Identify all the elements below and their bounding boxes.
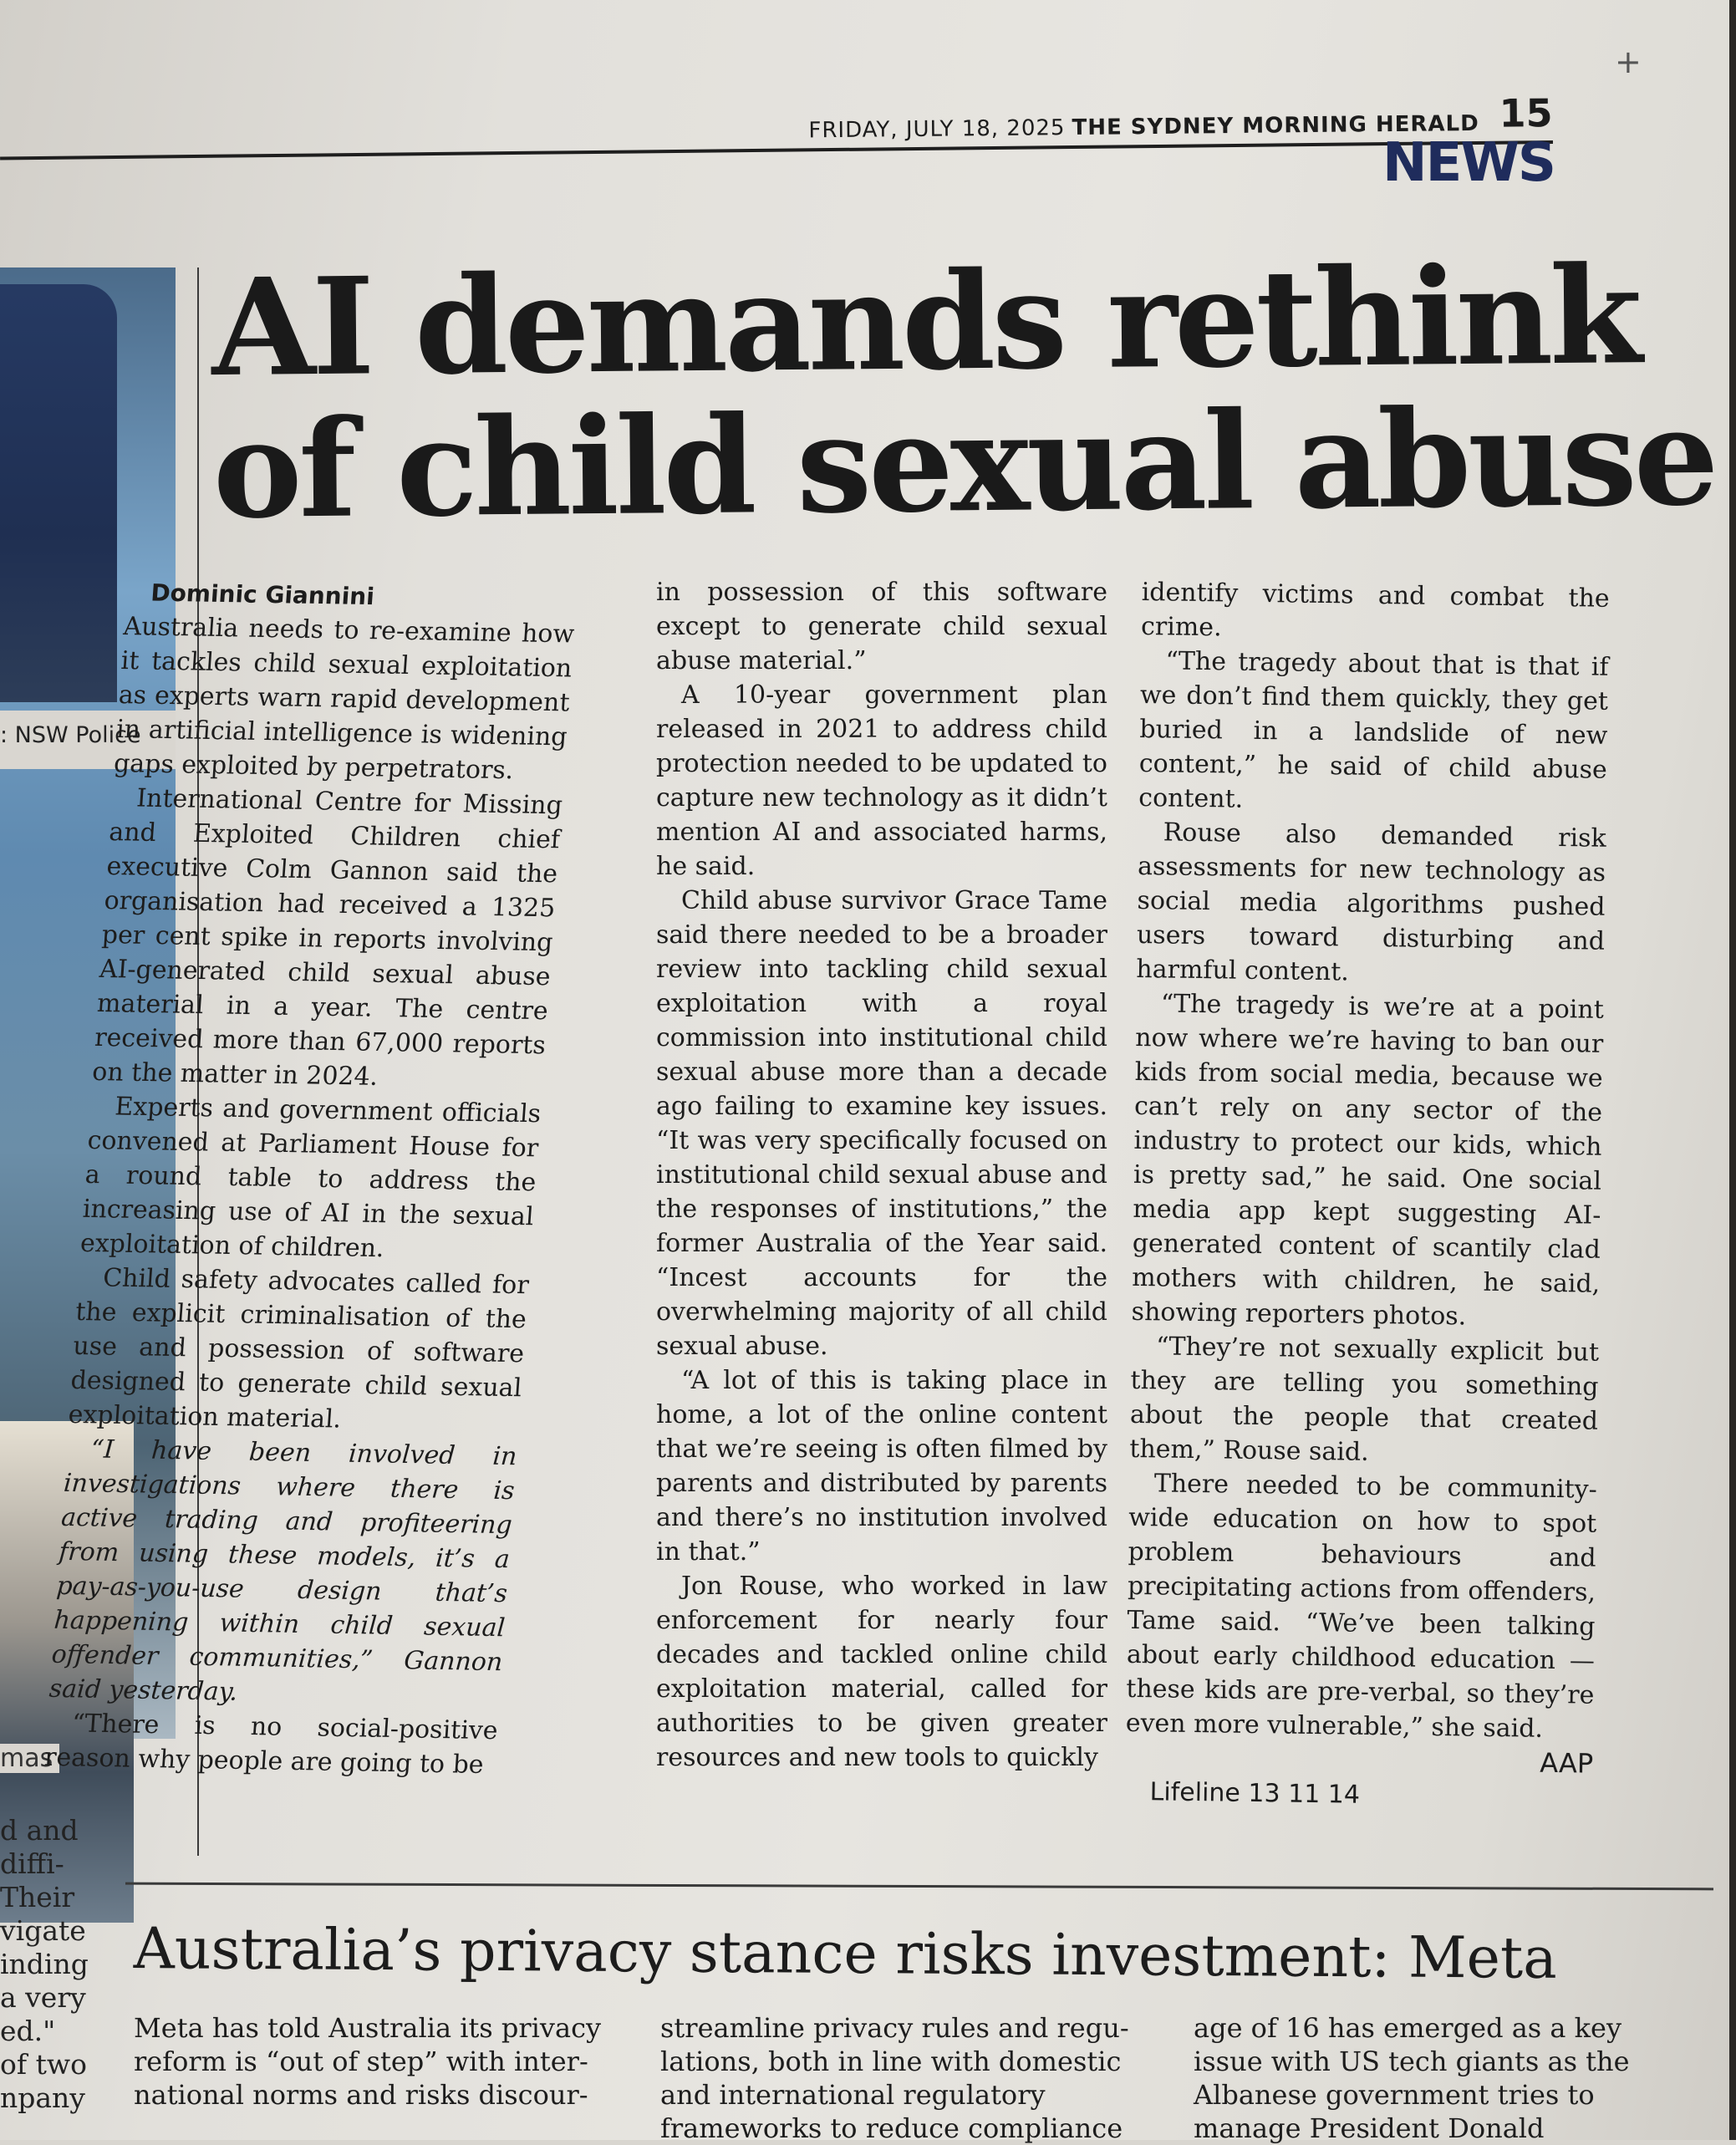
text-line: streamline privacy rules and regu-	[660, 2012, 1129, 2044]
police-officer-figure	[0, 284, 117, 702]
paragraph: “The tragedy about that is that if we don’t find them quickly, they get buried in a landslide of new content,” he said of child abuse content.	[1138, 646, 1609, 814]
fragment-line: inding	[0, 1948, 89, 1980]
photo-caption-fragment: mas	[0, 1744, 59, 1773]
fragment-line: vigate	[0, 1914, 86, 1947]
section-label: NEWS	[1382, 132, 1555, 194]
article-headline	[211, 237, 1717, 549]
byline: Dominic Giannini	[150, 578, 376, 611]
article-column-1	[43, 575, 578, 1782]
text-line: and international regulatory	[660, 2079, 1046, 2111]
article-column-3	[1124, 575, 1610, 1816]
text-line: age of 16 has emerged as a key	[1194, 2012, 1622, 2044]
closing-paragraph	[1126, 1466, 1598, 1747]
page-edge-shadow	[1729, 0, 1736, 2140]
text-line: Meta has told Australia its privacy	[134, 2012, 602, 2044]
fragment-line: a very	[0, 1981, 86, 2014]
paragraph: Child safety advocates called for the explicit criminalisation of the use and possession of software designed to generate child sexual exploitation material.	[67, 1263, 530, 1434]
paragraph: Child abuse survivor Grace Tame said there needed to be a broader review into tackling child sexual exploitation with a royal commission into institutional child sexual abuse more than a decade ago failing to examine key issues. “It was very specifically focused on institutional child sexual abuse and the responses of institutions,” the former Australia of the Year said. “Incest accounts for the overwhelming majority of all child sexual abuse.	[656, 886, 1107, 1361]
text-line: Albanese government tries to	[1194, 2079, 1595, 2111]
story-divider	[125, 1883, 1713, 1891]
second-story-column-2	[660, 2011, 1145, 2145]
paragraph: Rouse also demanded risk assessments for new technology as social media algorithms pushed users toward disturbing and harmful content.	[1136, 818, 1606, 987]
text-line: manage President Donald	[1194, 2112, 1545, 2144]
wire-credit: AAP	[1539, 1746, 1594, 1780]
adjacent-story-fragment	[0, 1814, 92, 2115]
text-line: issue with US tech giants as the	[1194, 2046, 1630, 2077]
fragment-line: ed."	[0, 2015, 56, 2047]
text-line: lations, both in line with domestic	[660, 2046, 1122, 2077]
paragraph: A 10-year government plan released in 2021 to address child protection needed to be updated to capture new technology as it didn’t mention AI and associated harms, he said.	[656, 680, 1107, 881]
page-number: 15	[1499, 90, 1553, 136]
headline-line-2: of child sexual abuse	[211, 378, 1717, 549]
paragraph: International Centre for Missing and Exploited Children chief executive Colm Gannon said the organisation had received a 1325 per cent spike in reports involving AI-generated child sexual abuse material in a year. The centre received more than 67,000 reports on the matter in 2024.	[91, 783, 564, 1092]
fragment-line: diffi-	[0, 1847, 64, 1880]
second-story-headline: Australia’s privacy stance risks investment: Meta	[133, 1916, 1558, 1992]
paragraph: “A lot of this is taking place in home, a lot of the online content that we’re seeing is often filmed by parents and distributed by parents and there’s no institution involved in that.”	[656, 1366, 1107, 1567]
paragraph: Jon Rouse, who worked in law enforcement for nearly four decades and tackled online child exploitation material, called for authorities to be given greater resources and new tools to quickly	[656, 1572, 1107, 1772]
article-column-2	[656, 575, 1107, 1775]
text-line: reform is “out of step” with inter-	[134, 2046, 588, 2077]
fragment-line: Their	[0, 1881, 75, 1913]
headline-line-1: AI demands rethink	[211, 237, 1640, 407]
fragment-line: npany	[0, 2081, 85, 2114]
paragraph: Australia needs to re-examine how it tackles child sexual exploitation as experts warn rapid development in artificial intelligence is widening gaps exploited by perpetrators.	[113, 611, 576, 786]
paragraph: “The tragedy is we’re at a point now where we’re having to ban our kids from social media, because we can’t rely on any sector of the industry to protect our kids, which is pretty sad,” he said. One social media app kept suggesting AI-generated content of scantily clad mothers with children, he said, showing reporters photos.	[1131, 989, 1605, 1332]
masthead	[0, 90, 1553, 160]
paragraph: identify victims and combat the crime.	[1140, 577, 1610, 643]
registration-mark: +	[1615, 43, 1642, 80]
paragraph: in possession of this software except to generate child sexual abuse material.”	[656, 578, 1107, 675]
lifeline-note: Lifeline 13 11 14	[1149, 1777, 1361, 1810]
text-line: frameworks to reduce compliance	[660, 2112, 1123, 2144]
photo-credit: : NSW Police	[0, 722, 141, 748]
paragraph: There needed to be community-wide education on how to spot problem behaviours and precipitating actions from offenders, Tame said. “We’ve been talking about early childhood education — these kids are pre-verbal, so they’re even more vulnerable,” she said.	[1125, 1469, 1598, 1744]
paragraph: “I have been involved in investigations where there is active trading and profiteering from using these models, it’s a pay-as-you-use design that’s happening within child sexual offender communities,” Gannon said yesterday.	[48, 1434, 518, 1707]
fragment-line: of two	[0, 2048, 87, 2081]
text-line: national norms and risks discour-	[134, 2079, 588, 2111]
masthead-date: FRIDAY, JULY 18, 2025	[808, 115, 1066, 144]
fragment-line: d and	[0, 1814, 79, 1847]
second-story-column-1	[134, 2011, 619, 2112]
paragraph: Experts and government officials convened at Parliament House for a round table to address the increasing use of AI in the sexual exploitation of children.	[79, 1092, 542, 1264]
masthead-publication: THE SYDNEY MORNING HERALD	[1072, 110, 1479, 141]
paragraph: “They’re not sexually explicit but they are telling you something about the people that created them,” Rouse said.	[1129, 1332, 1600, 1467]
second-story-column-3	[1194, 2011, 1678, 2145]
paragraph: “There is no social-positive reason why people are going to be	[43, 1709, 499, 1780]
